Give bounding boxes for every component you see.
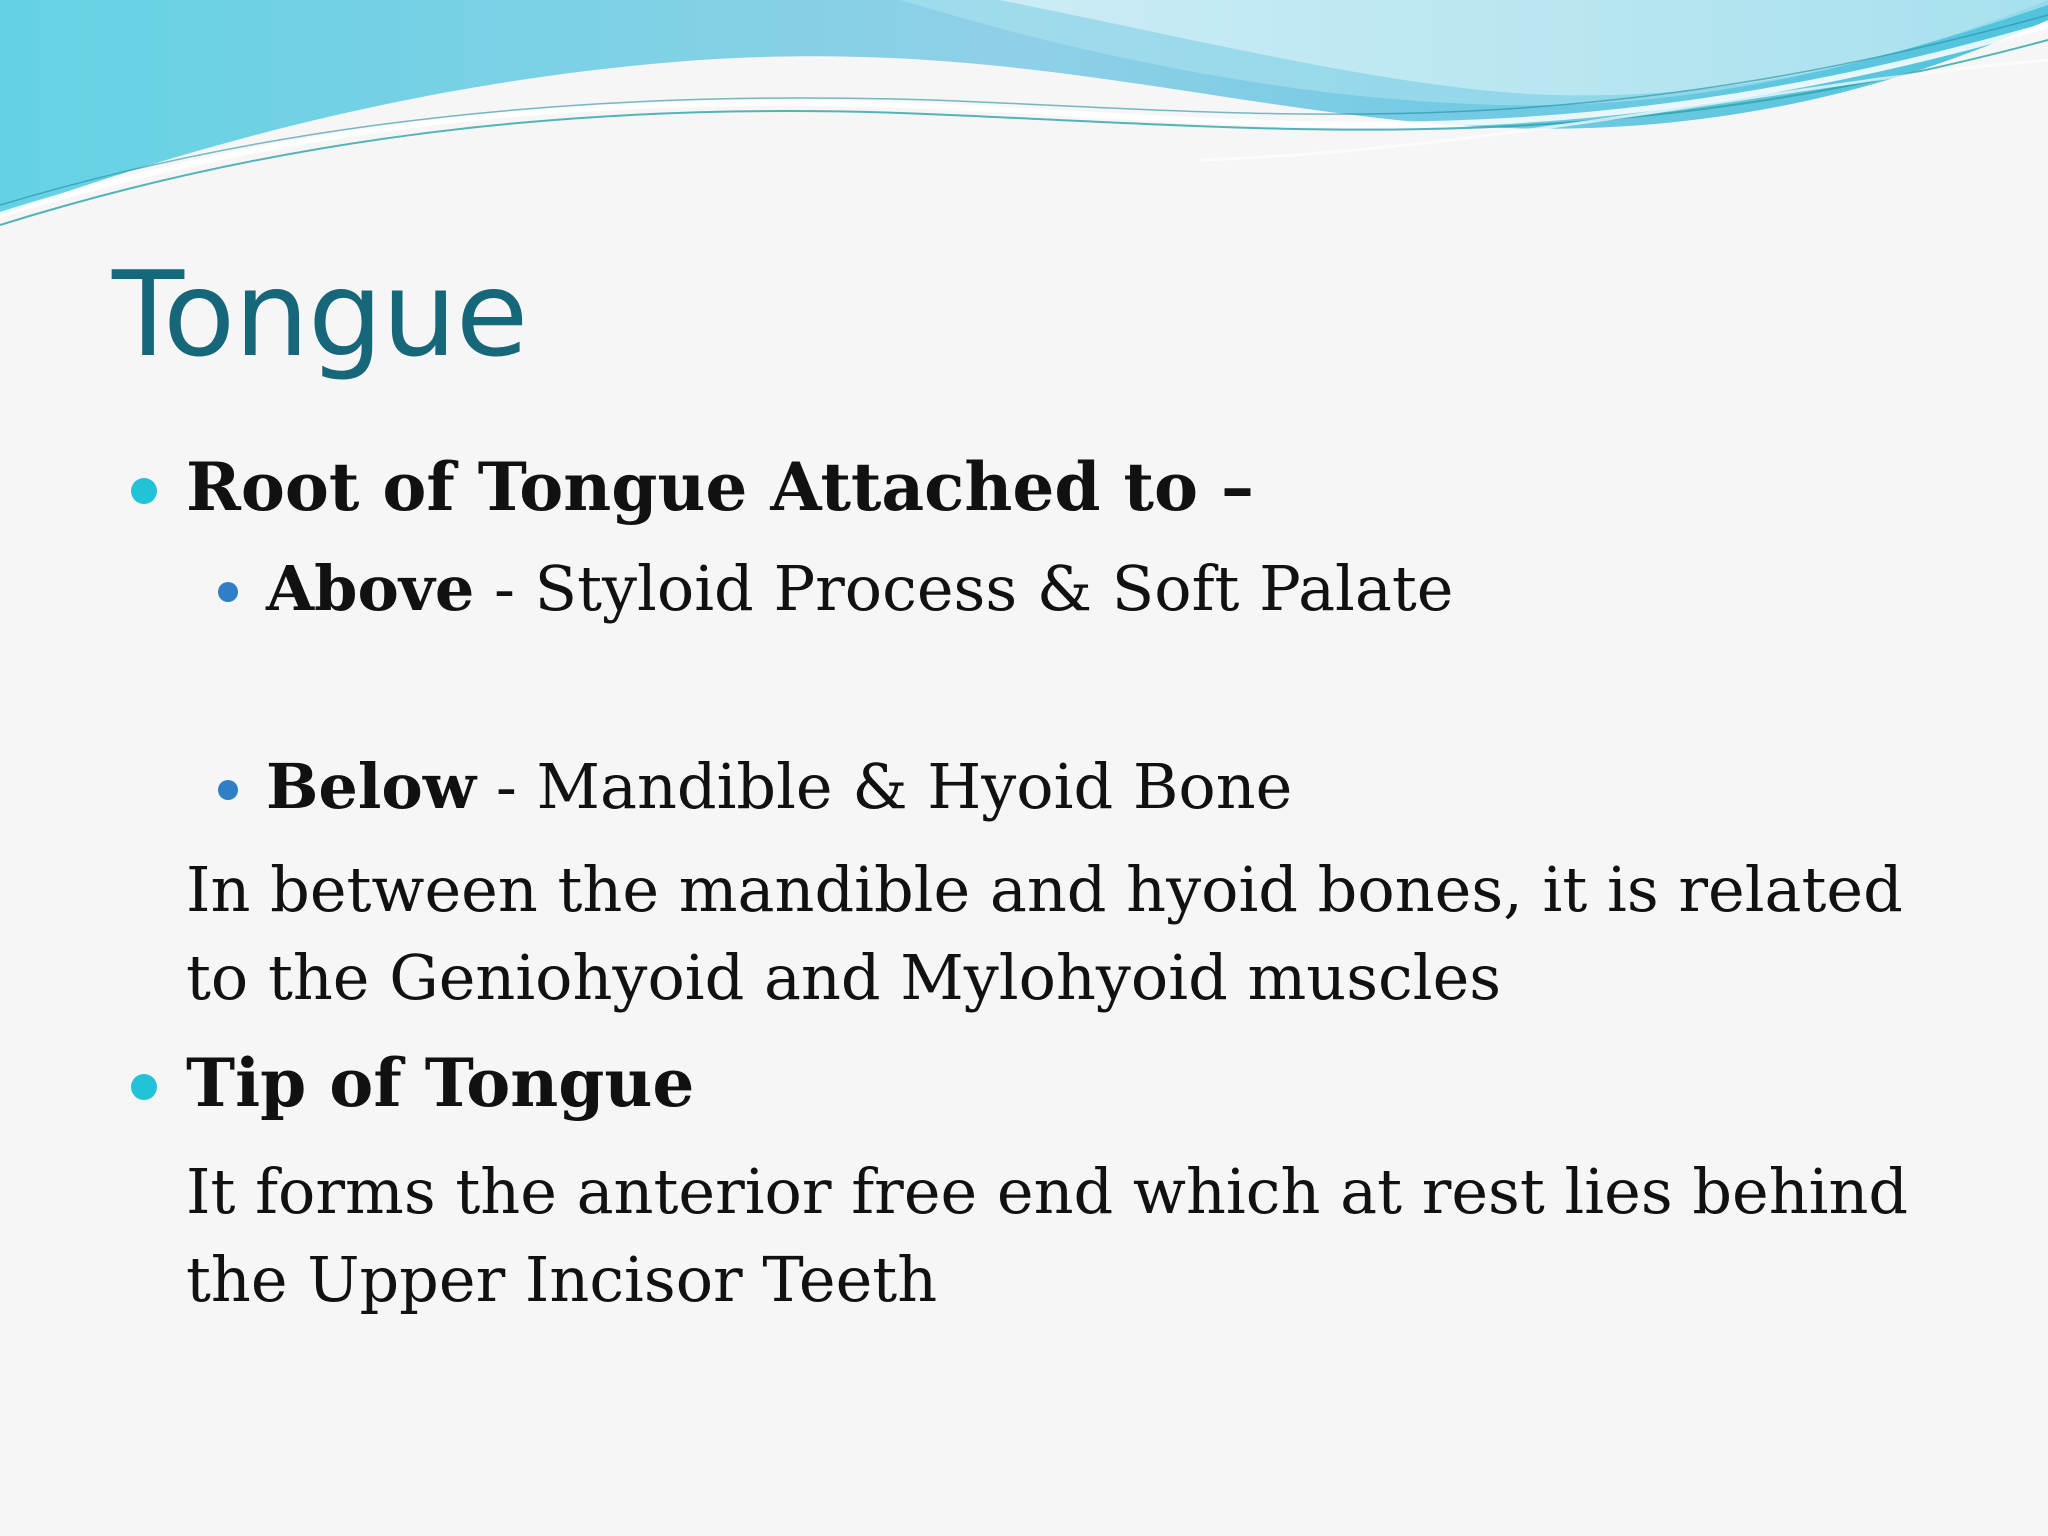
sub-bullet-dot-icon — [218, 582, 238, 602]
root-heading: Root of Tongue Attached to – — [186, 448, 1254, 526]
tip-paragraph: It forms the anterior free end which at rest lies behind the Upper Incisor Teeth — [186, 1155, 1909, 1316]
sub-bullet-dot-icon — [218, 780, 238, 800]
root-paragraph: In between the mandible and hyoid bones, it is related to the Geniohyoid and Mylohyoid muscles — [186, 853, 1903, 1014]
bullet-dot-icon — [131, 1074, 157, 1100]
above-item — [266, 552, 1453, 625]
below-text: - Mandible & Hyoid Bone — [476, 750, 1293, 823]
tip-heading: Tip of Tongue — [186, 1044, 695, 1122]
above-text: - Styloid Process & Soft Palate — [474, 552, 1454, 625]
header-wave-decoration — [0, 0, 2048, 240]
above-term: Above — [266, 552, 475, 625]
slide-title: Tongue — [112, 245, 528, 383]
below-item — [266, 750, 1292, 823]
below-term: Below — [266, 750, 477, 823]
bullet-dot-icon — [131, 478, 157, 504]
